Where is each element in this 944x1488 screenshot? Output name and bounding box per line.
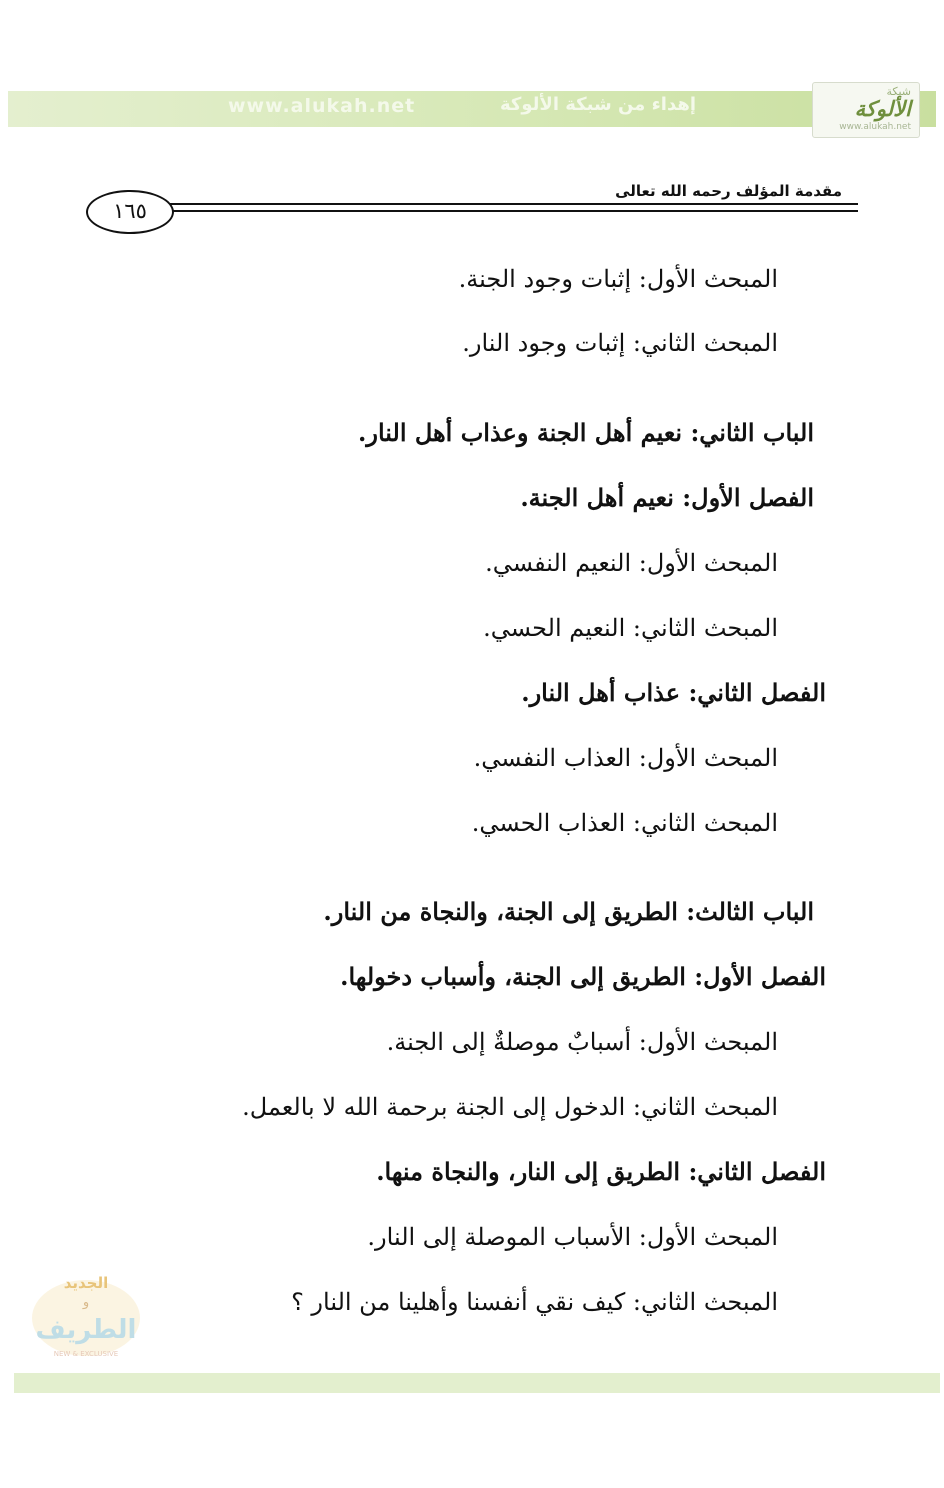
logo-url-text: www.alukah.net — [839, 122, 911, 132]
toc-heading: الباب الثالث: الطريق إلى الجنة، والنجاة من النار. — [323, 897, 814, 926]
watermark-sub-text: NEW & EXCLUSIVE — [53, 1350, 119, 1358]
watermark-main-text: الطريف — [35, 1315, 137, 1345]
site-url[interactable]: www.alukah.net — [228, 95, 416, 117]
toc-heading: الفصل الأول: الطريق إلى الجنة، وأسباب دخولها. — [340, 962, 826, 991]
toc-heading: الفصل الثاني: عذاب أهل النار. — [521, 678, 826, 707]
alukah-logo — [812, 82, 920, 138]
logo-top-text: شبكة — [886, 85, 911, 98]
header-rule-bottom — [168, 210, 858, 212]
logo-main-text: الألوكة — [854, 97, 911, 121]
toc-line: المبحث الأول: أسبابٌ موصلةٌ إلى الجنة. — [386, 1028, 778, 1056]
page-number: ١٦٥ — [113, 199, 147, 223]
watermark-mid-text: و — [82, 1295, 90, 1310]
toc-line: المبحث الثاني: إثبات وجود النار. — [462, 329, 778, 357]
toc-line: المبحث الثاني: العذاب الحسي. — [471, 809, 778, 837]
toc-line: المبحث الثاني: النعيم الحسي. — [483, 614, 778, 642]
toc-line: المبحث الثاني: كيف نقي أنفسنا وأهلينا من النار ؟ — [291, 1288, 778, 1316]
toc-line: المبحث الثاني: الدخول إلى الجنة برحمة الله لا بالعمل. — [242, 1093, 778, 1121]
page-number-oval — [86, 190, 174, 234]
footer-bar — [14, 1373, 940, 1393]
toc-heading: الفصل الثاني: الطريق إلى النار، والنجاة منها. — [376, 1157, 826, 1186]
toc-heading: الفصل الأول: نعيم أهل الجنة. — [520, 483, 814, 512]
gift-text: إهداء من شبكة الألوكة — [500, 94, 696, 115]
toc-line: المبحث الأول: العذاب النفسي. — [473, 744, 778, 772]
toc-line: المبحث الأول: الأسباب الموصلة إلى النار. — [367, 1223, 778, 1251]
running-title: مقدمة المؤلف رحمه الله تعالى — [615, 182, 842, 200]
watermark-logo — [26, 1266, 144, 1362]
watermark-top-text: الجديد — [63, 1274, 109, 1292]
header-rule-top — [168, 203, 858, 205]
toc-line: المبحث الأول: النعيم النفسي. — [485, 549, 778, 577]
toc-line: المبحث الأول: إثبات وجود الجنة. — [458, 265, 778, 293]
toc-heading: الباب الثاني: نعيم أهل الجنة وعذاب أهل النار. — [358, 418, 814, 447]
header-banner — [8, 91, 936, 127]
